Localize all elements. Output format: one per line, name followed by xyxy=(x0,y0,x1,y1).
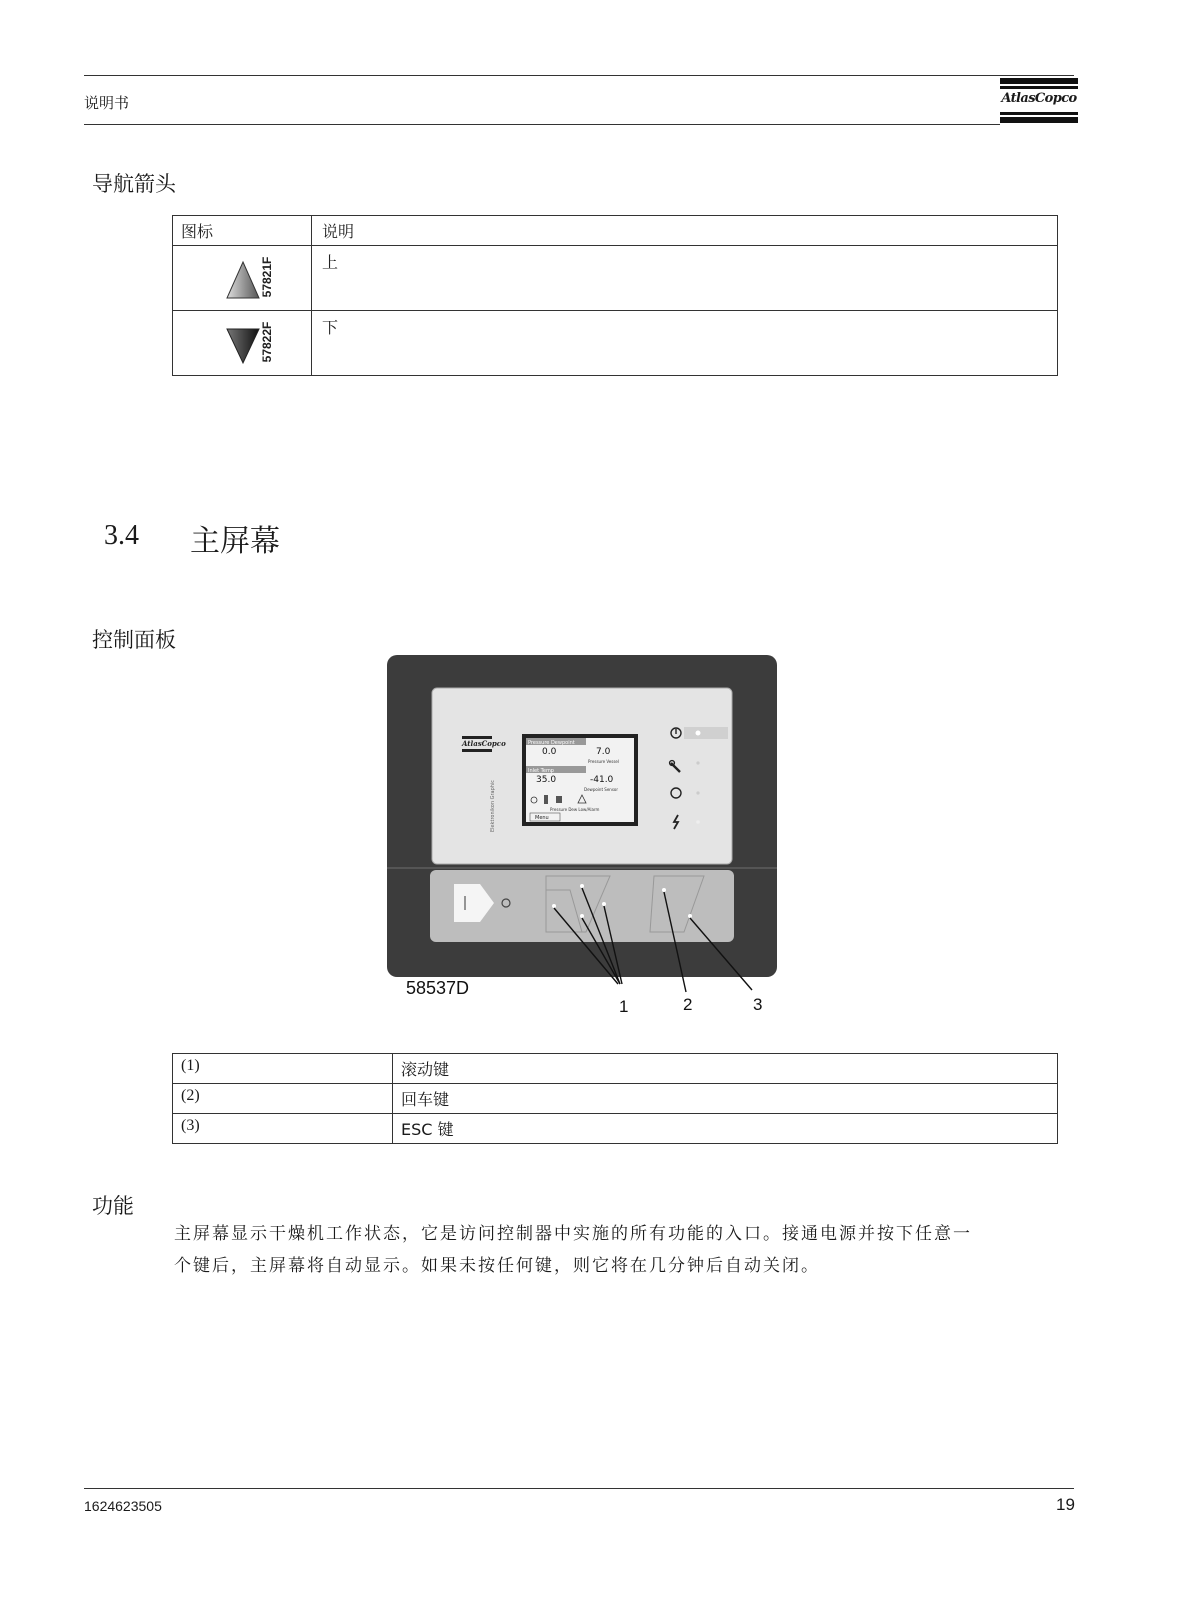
callout-2: 2 xyxy=(683,995,693,1014)
panel-brand: AtlasCopco xyxy=(462,739,506,748)
function-heading: 功能 xyxy=(92,1194,134,1218)
screen-menu-label: Menu xyxy=(535,815,549,821)
header-rule-bottom xyxy=(84,124,1000,125)
legend-num-2: (2) xyxy=(173,1084,393,1114)
panel-side-label: Elektronikon Graphic xyxy=(490,779,496,832)
header-rule-top xyxy=(84,75,1074,76)
footer-rule xyxy=(84,1488,1074,1489)
legend-num-3: (3) xyxy=(173,1114,393,1144)
legend-table xyxy=(172,1053,1058,1144)
logo-text: AtlasCopco xyxy=(1001,91,1077,106)
legend-desc-2: 回车键 xyxy=(393,1084,1058,1114)
table-row xyxy=(173,246,1058,311)
callout-1: 1 xyxy=(619,997,629,1016)
table-row xyxy=(173,311,1058,376)
section-title: 主屏幕 xyxy=(190,524,280,559)
screen-row2-label: Inlet Temp xyxy=(528,768,554,774)
function-text-line-1: 主屏幕显示干燥机工作状态，它是访问控制器中实施的所有功能的入口。接通电源并按下任意一 xyxy=(174,1224,972,1244)
panel-heading: 控制面板 xyxy=(92,628,176,652)
legend-desc-1: 滚动键 xyxy=(393,1054,1058,1084)
down-arrow-icon xyxy=(225,325,261,365)
col-header-icon: 图标 xyxy=(173,216,312,246)
header-title: 说明书 xyxy=(84,94,130,112)
legend-num-1: (1) xyxy=(173,1054,393,1084)
table-row xyxy=(173,1084,1058,1114)
up-arrow-icon xyxy=(225,260,261,300)
desc-up: 上 xyxy=(312,246,1058,311)
atlas-copco-logo xyxy=(1000,78,1078,124)
function-paragraph xyxy=(174,1218,1074,1282)
screen-row1-label: Pressure Dewpoint xyxy=(528,740,575,746)
icon-cell-down xyxy=(173,311,312,376)
screen-row2-right-label: Dewpoint Sensor xyxy=(584,787,618,792)
screen-row1-value: 0.0 xyxy=(542,747,557,757)
nav-heading: 导航箭头 xyxy=(92,172,176,196)
icon-code-down: 57822F xyxy=(260,321,274,363)
section-number: 3.4 xyxy=(104,520,139,551)
screen-row2-value: 35.0 xyxy=(536,775,557,785)
control-panel-figure xyxy=(386,654,778,1020)
desc-down: 下 xyxy=(312,311,1058,376)
screen-row1-right-label: Pressure Vessel xyxy=(588,759,619,764)
callout-3: 3 xyxy=(753,995,763,1014)
nav-table xyxy=(172,215,1058,376)
col-header-desc: 说明 xyxy=(312,216,1058,246)
screen-row2-right-value: -41.0 xyxy=(590,775,614,785)
screen-row1-right-value: 7.0 xyxy=(596,747,611,757)
start-button xyxy=(454,884,480,922)
footer-doc-code: 1624623505 xyxy=(84,1498,162,1514)
legend-desc-3: ESC 键 xyxy=(393,1114,1058,1144)
screen-status-text: Pressure Dew Low/Alarm xyxy=(550,807,600,812)
figure-code: 58537D xyxy=(406,978,470,998)
icon-code-up: 57821F xyxy=(260,256,274,298)
page-number: 19 xyxy=(1056,1495,1075,1514)
function-text-line-2: 个键后，主屏幕将自动显示。如果未按任何键，则它将在几分钟后自动关闭。 xyxy=(174,1256,820,1276)
icon-cell-up xyxy=(173,246,312,311)
table-header-row xyxy=(173,216,1058,246)
table-row xyxy=(173,1054,1058,1084)
table-row xyxy=(173,1114,1058,1144)
